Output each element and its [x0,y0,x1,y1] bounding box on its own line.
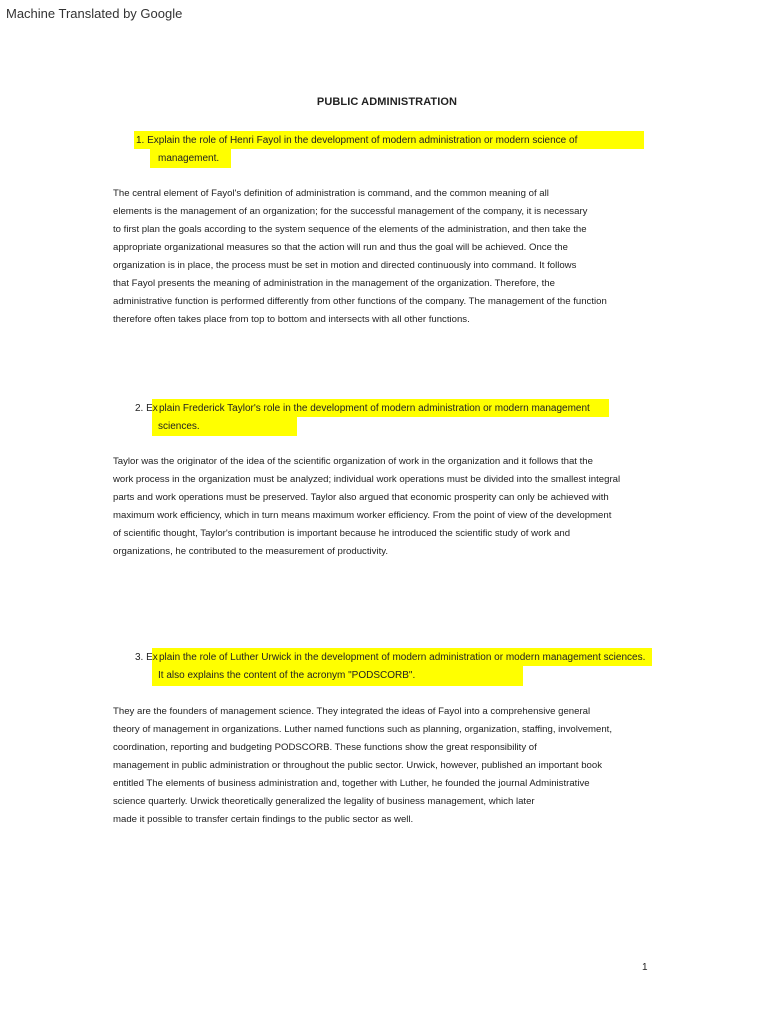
q1-question-line2: management. [158,153,220,164]
q2-answer-line: maximum work efficiency, which in turn means maximum worker efficiency. From the point of view of the development [113,510,612,521]
q3-answer [113,703,612,829]
q1-answer-line: organization is in place, the process must be set in motion and directed continuously into command. It follows [113,260,577,271]
q2-answer-line: work process in the organization must be analyzed; individual work operations must be divided into the smallest integral [113,474,621,485]
q1-answer-line: therefore often takes place from top to bottom and intersects with all other functions. [113,314,470,325]
q2-answer-line: of scientific thought, Taylor's contribution is important because he introduced the scientific study of work and [113,528,571,539]
document-title: PUBLIC ADMINISTRATION [316,96,458,108]
q3-answer-line: management in public administration or throughout the public sector. Urwick, however, published an important book [113,760,603,771]
q2-question-line2: sciences. [158,421,200,432]
q2-question-line1: plain Frederick Taylor's role in the development of modern administration or modern management [159,403,590,414]
page-number: 1 [642,962,648,973]
machine-translation-banner: Machine Translated by Google [6,6,183,21]
q3-question-number: 3. Ex [135,652,158,663]
q3-answer-line: They are the founders of management science. They integrated the ideas of Fayol into a comprehensive general [113,706,591,717]
q3-answer-line: coordination, reporting and budgeting PODSCORB. These functions show the great responsibility of [113,742,537,753]
q1-answer-line: to first plan the goals according to the system sequence of the elements of the administration, and then take the [113,224,587,235]
q1-answer [113,185,607,329]
q2-answer-line: parts and work operations must be preserved. Taylor also argued that economic prosperity can only be achieved with [113,492,609,503]
q3-question-line2: It also explains the content of the acronym "PODSCORB". [158,670,416,681]
q1-answer-line: that Fayol presents the meaning of administration in the management of the organization. Therefore, the [113,278,555,289]
q2-answer [113,453,620,561]
q3-answer-line: entitled The elements of business administration and, together with Luther, he founded the journal Administrative [113,778,590,789]
q1-answer-line: The central element of Fayol's definition of administration is command, and the common meaning of all [113,188,549,199]
q3-answer-line: made it possible to transfer certain findings to the public sector as well. [113,814,414,825]
q2-question-number: 2. Ex [135,403,158,414]
q1-answer-line: appropriate organizational measures so that the action will run and thus the goal will be achieved. Once the [113,242,568,253]
q1-question-line1: 1. Explain the role of Henri Fayol in the development of modern administration or modern science of [136,135,578,146]
q3-answer-line: theory of management in organizations. Luther named functions such as planning, organization, staffing, involvement, [113,724,613,735]
q2-answer-line: Taylor was the originator of the idea of the scientific organization of work in the organization and it follows that the [113,456,593,467]
q1-answer-line: elements is the management of an organization; for the successful management of the company, it is necessary [113,206,588,217]
q2-answer-line: organizations, he contributed to the measurement of productivity. [113,546,388,557]
q3-answer-line: science quarterly. Urwick theoretically generalized the legality of business management, which later [113,796,535,807]
q3-question-line1: plain the role of Luther Urwick in the development of modern administration or modern management sciences. [159,652,646,663]
q1-answer-line: administrative function is performed differently from other functions of the company. The management of the function [113,296,607,307]
